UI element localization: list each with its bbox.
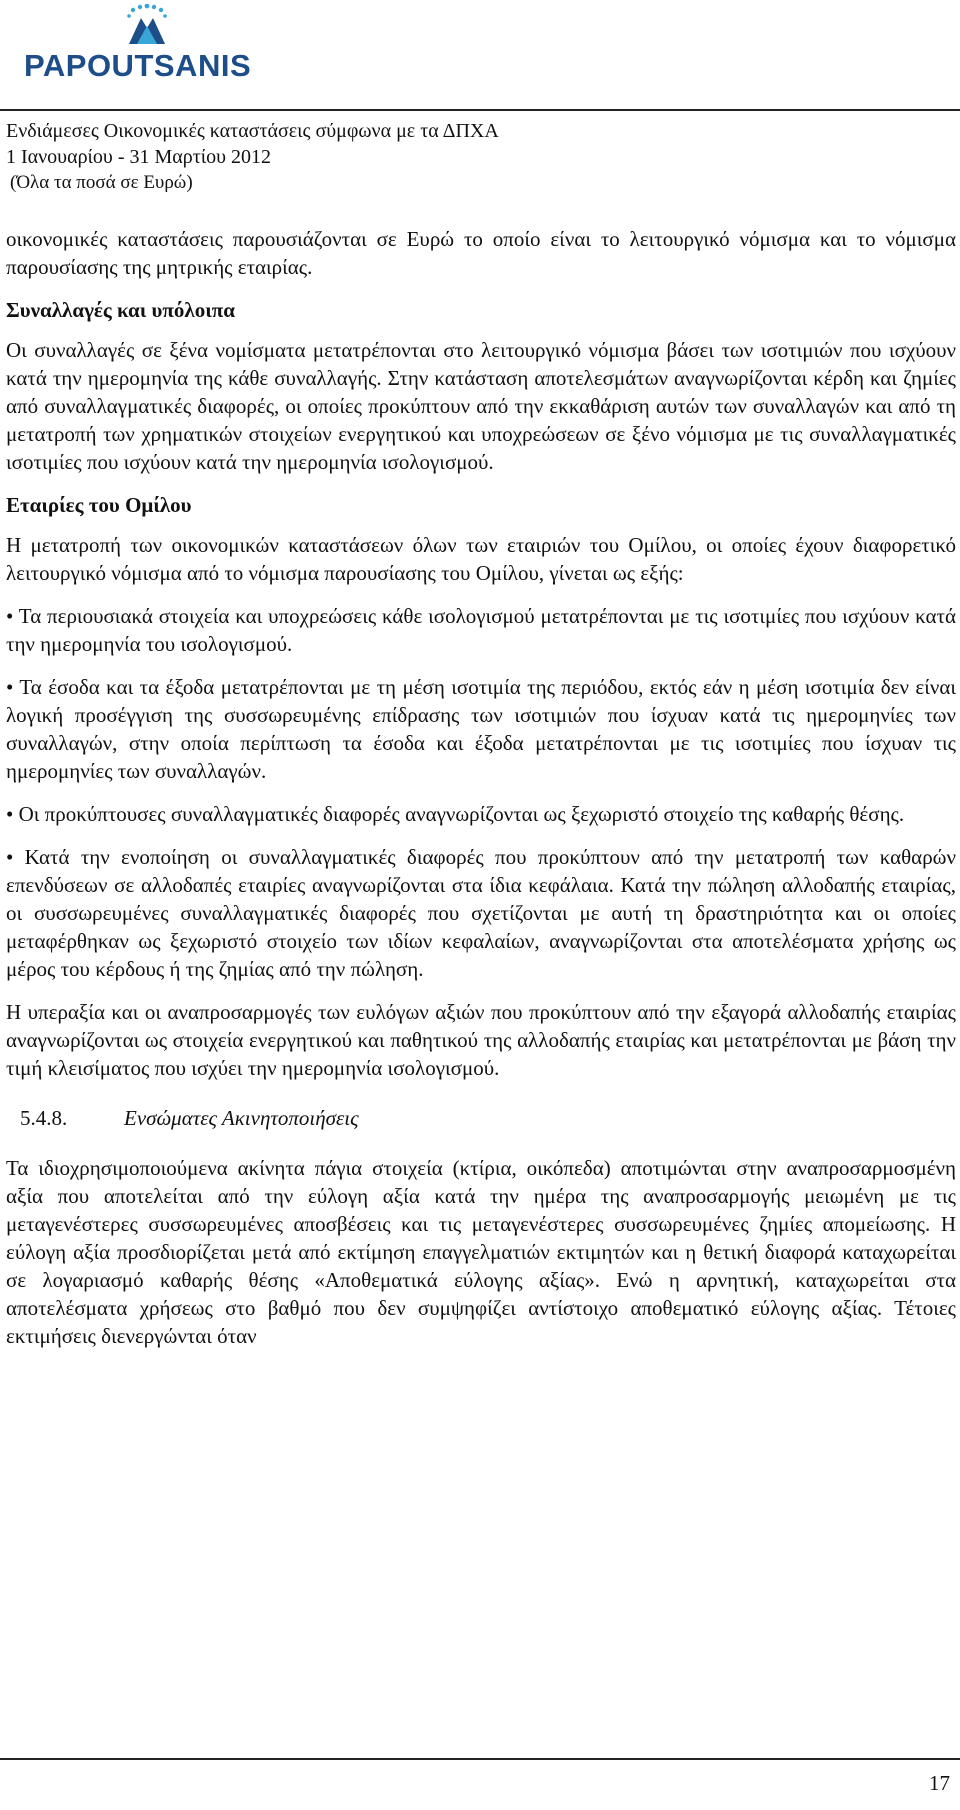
footer-divider xyxy=(0,1758,960,1760)
goodwill-paragraph: Η υπεραξία και οι αναπροσαρμογές των ευλόγων αξιών που προκύπτουν από την εξαγορά αλλοδαπής εταιρίας αναγνωρίζονται ως στοιχεία ενεργητικού και παθητικού της αλλοδαπής εταιρίας και μετατρέπονται με βάση την τιμή κλεισίματος που ισχύει την ημερομηνία ισολογισμού. xyxy=(6,1000,956,1080)
bullet-consolidation: • Κατά την ενοποίηση οι συναλλαγματικές διαφορές που προκύπτουν από την μετατροπή των καθαρών επενδύσεων σε αλλοδαπές εταιρίες αναγνωρίζονται στα ίδια κεφάλαια. Κατά την πώληση αλλοδαπής εταιρίας, οι συσσωρευμένες συναλλαγματικές διαφορές που σχετίζονται με αυτή τη δραστηριότητα και οι οποίες μεταφέρθηκαν ως ξεχωριστό στοιχείο των ιδίων κεφαλαίων, αναγνωρίζονται στα αποτελέσματα χρήσης ως μέρος του κέρδους ή της ζημίας από την πώληση. xyxy=(6,845,956,981)
report-period: 1 Ιανουαρίου - 31 Μαρτίου 2012 xyxy=(6,146,272,168)
logo-emblem-icon xyxy=(24,4,264,48)
fixed-assets-paragraph: Τα ιδιοχρησιμοποιούμενα ακίνητα πάγια στοιχεία (κτίρια, οικόπεδα) αποτιμώνται στην αναπροσαρμοσμένη αξία που αποτελείται από την εύλογη αξία κατά την ημέρα της αναπροσαρμογής μειωμένη με τις μεταγενέστερες συσσωρευμένες αποσβέσεις και τις μεταγενέστερες συσσωρευμένες ζημίες απομείωσης. Η εύλογη αξία προσδιορίζεται μετά από εκτίμηση επαγγελματιών εκτιμητών και η θετική διαφορά καταχωρείται σε λογαριασμό καθαρής θέσης «Αποθεματικά εύλογης αξίας». Ενώ η αρνητική, καταχωρείται στα αποτελέσματα χρήσεως στο βαθμό που δεν συμψηφίζει αντίστοιχο αποθεματικό εύλογης αξίας. Τέτοιες εκτιμήσεις διενεργώνται όταν xyxy=(6,1156,956,1348)
group-paragraph: Η μετατροπή των οικονομικών καταστάσεων όλων των εταιριών του Ομίλου, οι οποίες έχουν διαφορετικό λειτουργικό νόμισμα από το νόμισμα παρουσίασης του Ομίλου, γίνεται ως εξής: xyxy=(6,533,956,585)
section-heading xyxy=(20,1104,956,1132)
currency-note: (Όλα τα ποσά σε Ευρώ) xyxy=(10,172,193,193)
page-number: 17 xyxy=(929,1771,950,1795)
bullet-exchange-differences: • Οι προκύπτουσες συναλλαγματικές διαφορές αναγνωρίζονται ως ξεχωριστό στοιχείο της καθαρής θέσης. xyxy=(6,802,905,826)
heading-group-companies: Εταιρίες του Ομίλου xyxy=(6,493,192,517)
report-title: Ενδιάμεσες Οικονομικές καταστάσεις σύμφωνα με τα ΔΠΧΑ xyxy=(6,120,499,142)
bullet-assets-liabilities: • Τα περιουσιακά στοιχεία και υποχρεώσεις κάθε ισολογισμού μετατρέπονται με τις ισοτιμίες που ισχύουν κατά την ημερομηνία του ισολογισμού. xyxy=(6,604,956,656)
heading-transactions: Συναλλαγές και υπόλοιπα xyxy=(6,298,235,322)
section-number: 5.4.8. xyxy=(20,1106,68,1130)
company-logo xyxy=(24,4,264,84)
document-body xyxy=(6,225,956,1365)
section-title: Ενσώματες Ακινητοποιήσεις xyxy=(124,1106,359,1130)
logo-wordmark: PAPOUTSANIS xyxy=(24,48,252,83)
intro-paragraph: οικονομικές καταστάσεις παρουσιάζονται σε Ευρώ το οποίο είναι το λειτουργικό νόμισμα και το νόμισμα παρουσίασης της μητρικής εταιρίας. xyxy=(6,227,956,279)
transactions-paragraph: Οι συναλλαγές σε ξένα νομίσματα μετατρέπονται στο λειτουργικό νόμισμα βάσει των ισοτιμιών που ισχύουν κατά την ημερομηνία της κάθε συναλλαγής. Στην κατάσταση αποτελεσμάτων αναγνωρίζονται κέρδη και ζημίες από συναλλαγματικές διαφορές, οι οποίες προκύπτουν από την εκκαθάριση αυτών των συναλλαγών και από τη μετατροπή των χρηματικών στοιχείων ενεργητικού και υποχρεώσεων σε ξένο νόμισμα με τις συναλλαγματικές ισοτιμίες που ισχύουν κατά την ημερομηνία ισολογισμού. xyxy=(6,338,956,474)
header-divider xyxy=(0,109,960,111)
bullet-income-expenses: • Τα έσοδα και τα έξοδα μετατρέπονται με τη μέση ισοτιμία της περιόδου, εκτός εάν η μέση ισοτιμία δεν είναι λογική προσέγγιση της συσσωρευμένης επίδρασης των ισοτιμιών που ίσχυαν κατά τις ημερομηνίες των συναλλαγών, στην οποία περίπτωση τα έσοδα και έξοδα μετατρέπονται με τις ισοτιμίες που ίσχυαν τις ημερομηνίες των συναλλαγών. xyxy=(6,675,956,783)
